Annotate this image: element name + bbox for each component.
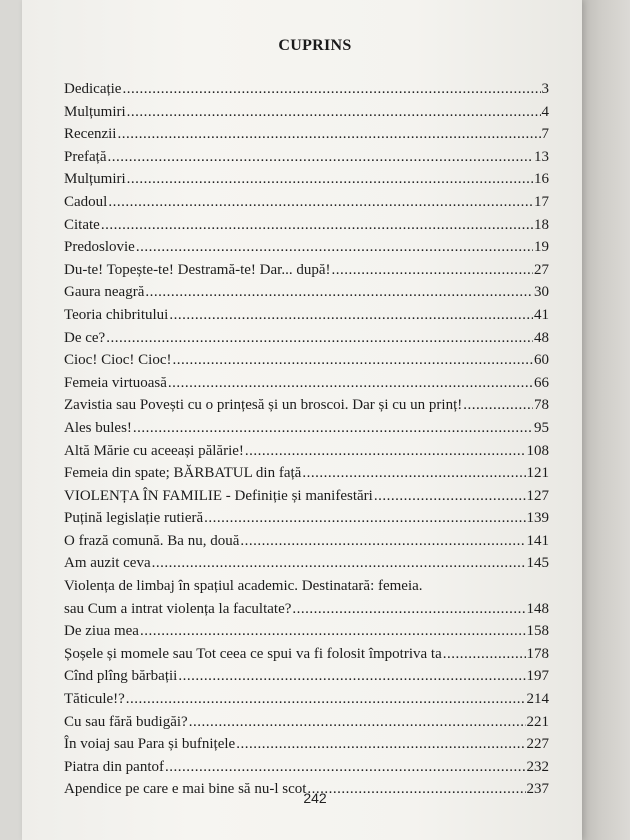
toc-entry: [64, 146, 549, 169]
toc-entry: [64, 327, 549, 350]
toc-entry-page: 139: [526, 510, 549, 527]
toc-entry-page: 221: [526, 713, 549, 730]
toc-entry-page: 60: [534, 352, 549, 369]
toc-entry-page: 214: [526, 691, 549, 708]
dot-leader: [292, 598, 525, 621]
toc-entry-title: Recenzii: [64, 126, 117, 143]
dot-leader: [106, 327, 533, 350]
toc-entry: [64, 440, 549, 463]
toc-entry-title: Dedicație: [64, 81, 122, 97]
toc-entry-title: Cadoul: [64, 193, 108, 210]
toc-entry-title: Ales bules!: [64, 419, 132, 436]
toc-entry-title: Piatra din pantof: [64, 758, 164, 775]
dot-leader: [165, 756, 526, 779]
toc-entry-page: 95: [534, 419, 549, 436]
dot-leader: [463, 394, 533, 417]
toc-entry-page: 178: [526, 645, 549, 662]
adjacent-page-edge: [582, 0, 630, 840]
toc-entry-page: 13: [534, 148, 549, 165]
toc-entry-page: 197: [526, 668, 549, 685]
dot-leader: [127, 101, 541, 124]
toc-entry: [64, 349, 549, 372]
dot-leader: [204, 507, 525, 530]
toc-entry-page: 145: [526, 555, 549, 572]
toc-entry: [64, 643, 549, 666]
toc-entry: [64, 688, 549, 711]
dot-leader: [168, 372, 533, 395]
toc-entry: [64, 417, 549, 440]
toc-entry: [64, 214, 549, 237]
dot-leader: [127, 168, 533, 191]
toc-entry: [64, 485, 549, 508]
toc-entry-page: 4: [541, 103, 549, 120]
toc-entry: [64, 620, 549, 643]
toc-entry-title: În voiaj sau Para și bufnițele: [64, 736, 236, 753]
toc-entry-page: 121: [526, 465, 549, 482]
toc-entry: [64, 372, 549, 395]
toc-entry-title: Du-te! Topește-te! Destramă-te! Dar... după!: [64, 261, 331, 278]
page-number: 242: [303, 790, 327, 806]
toc-entry: [64, 733, 549, 756]
dot-leader: [126, 688, 526, 711]
toc-entry: [64, 507, 549, 530]
toc-entry: [64, 281, 549, 304]
dot-leader: [374, 485, 526, 508]
toc-entry: [64, 304, 549, 327]
toc-entry-title: Apendice pe care e mai bine să nu-l scot: [64, 781, 307, 798]
toc-entry: [64, 665, 549, 688]
toc-entry-page: 227: [526, 736, 549, 753]
toc-entry-page: 66: [534, 374, 549, 391]
toc-entry-page: 3: [541, 81, 549, 97]
toc-entry: [64, 530, 549, 553]
dot-leader: [172, 349, 533, 372]
toc-entry-page: 78: [534, 397, 549, 414]
toc-entry-page: 30: [534, 284, 549, 301]
toc-entry-page: 127: [526, 487, 549, 504]
toc-entry-page: 41: [534, 306, 549, 323]
toc-entry-page: 237: [526, 781, 549, 798]
toc-entry-title: Puțină legislație rutieră: [64, 510, 204, 527]
toc-entry-title: Violența de limbaj în spațiul academic. Destinatară: femeia.: [64, 578, 423, 595]
toc-entry-title: Prefață: [64, 148, 107, 165]
toc-entry: [64, 552, 549, 575]
dot-leader: [331, 259, 533, 282]
toc-entry-title: Mulțumiri: [64, 103, 126, 120]
toc-entry: [64, 101, 549, 124]
dot-leader: [136, 236, 533, 259]
dot-leader: [245, 440, 526, 463]
toc-entry-page: 108: [526, 442, 549, 459]
dot-leader: [189, 711, 526, 734]
toc-entry-page: 16: [534, 171, 549, 188]
toc-entry: [64, 123, 549, 146]
toc-entry-title: Mulțumiri: [64, 171, 126, 188]
toc-entry-page: 148: [526, 600, 549, 617]
toc-entry: [64, 236, 549, 259]
toc-entry-title: Citate: [64, 216, 100, 233]
toc-entry-title: Predoslovie: [64, 239, 135, 256]
toc-entry-page: 141: [526, 532, 549, 549]
toc-entry-page: 27: [534, 261, 549, 278]
dot-leader: [443, 643, 526, 666]
toc-entry-title: sau Cum a intrat violența la facultate?: [64, 600, 292, 617]
toc-entry-title: Femeia din spate; BĂRBATUL din față: [64, 465, 302, 482]
toc-entry-title: De ce?: [64, 329, 106, 346]
dot-leader: [122, 78, 540, 101]
toc-entry-title: Femeia virtuoasă: [64, 374, 167, 391]
toc-entry-page: 18: [534, 216, 549, 233]
toc-entry-title: Cu sau fără budigăi?: [64, 713, 188, 730]
table-of-contents: [64, 78, 549, 801]
toc-entry: [64, 259, 549, 282]
toc-entry: [64, 711, 549, 734]
dot-leader: [101, 214, 533, 237]
dot-leader: [240, 530, 525, 553]
toc-entry-title: Cînd plîng bărbații: [64, 668, 178, 685]
toc-entry-title: Cioc! Cioc! Cioc!: [64, 352, 172, 369]
dot-leader: [140, 620, 526, 643]
dot-leader: [152, 552, 526, 575]
toc-entry-title: Tăticule!?: [64, 691, 125, 708]
toc-entry: [64, 756, 549, 779]
toc-entry-title: Teoria chibritului: [64, 306, 169, 323]
dot-leader: [117, 123, 540, 146]
toc-entry: [64, 462, 549, 485]
toc-entry-page: 48: [534, 329, 549, 346]
toc-entry-title: Gaura neagră: [64, 284, 145, 301]
toc-entry-title: Șoșele și momele sau Tot ceea ce spui va fi folosit împotriva ta: [64, 645, 442, 662]
toc-entry-title: O frază comună. Ba nu, două: [64, 532, 240, 549]
toc-entry-page: 7: [541, 126, 549, 143]
toc-entry-title: Zavistia sau Povești cu o prințesă și un broscoi. Dar și cu un prinț!: [64, 397, 463, 414]
toc-entry-title: Altă Mărie cu aceeași pălărie!: [64, 442, 244, 459]
dot-leader: [145, 281, 533, 304]
dot-leader: [108, 191, 533, 214]
toc-entry-page: 232: [526, 758, 549, 775]
toc-entry-page: 19: [534, 239, 549, 256]
toc-entry: [64, 575, 549, 598]
toc-entry: [64, 168, 549, 191]
dot-leader: [107, 146, 533, 169]
toc-entry-title: VIOLENȚA ÎN FAMILIE - Definiție și manifestări: [64, 487, 373, 504]
toc-entry-page: 158: [526, 623, 549, 640]
toc-entry-page: 17: [534, 193, 549, 210]
page-title: CUPRINS: [278, 37, 352, 54]
toc-entry: [64, 78, 549, 101]
dot-leader: [169, 304, 533, 327]
dot-leader: [236, 733, 525, 756]
dot-leader: [178, 665, 525, 688]
toc-entry: [64, 598, 549, 621]
dot-leader: [302, 462, 525, 485]
toc-entry: [64, 191, 549, 214]
toc-entry: [64, 394, 549, 417]
dot-leader: [133, 417, 533, 440]
toc-entry-title: Am auzit ceva: [64, 555, 151, 572]
toc-entry-title: De ziua mea: [64, 623, 139, 640]
